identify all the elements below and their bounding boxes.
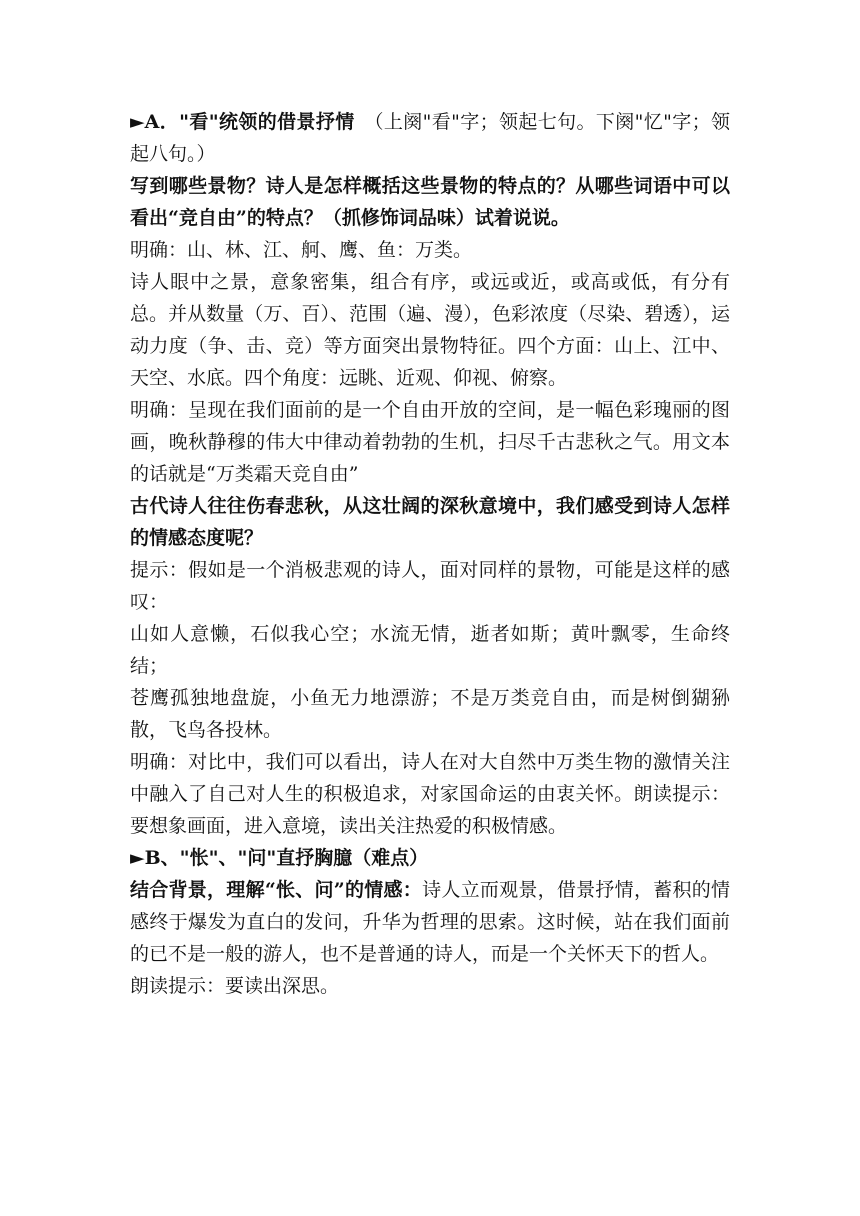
document-page xyxy=(130,106,730,1002)
example-line-1: 山如人意懒，石似我心空；水流无情，逝者如斯；黄叶飘零，生命终结； xyxy=(130,623,730,677)
background-body: 诗人立而观景，借景抒情，蓄积的情感终于爆发为直白的发问，升华为哲理的思索。这时候，站在我们面前的已不是一般的游人，也不是普通的诗人，而是一个关怀天下的哲人。 xyxy=(130,879,730,965)
section-b-heading: ►B、"怅"、"问"直抒胸臆（难点） xyxy=(130,847,429,869)
example-line-2: 苍鹰孤独地盘旋，小鱼无力地漂游；不是万类竞自由，而是树倒猢狲散，飞鸟各投林。 xyxy=(130,687,730,741)
answer-contrast: 明确：对比中，我们可以看出，诗人在对大自然中万类生物的激情关注中融入了自己对人生的积极追求，对家国命运的由衷关怀。朗读提示：要想象画面，进入意境，读出关注热爱的积极情感。 xyxy=(130,751,730,837)
section-a-note: （上阕"看"字；领起七句。下阕"忆"字；领起八句。） xyxy=(130,111,730,165)
hint-pessimistic-poet: 提示：假如是一个消极悲观的诗人，面对同样的景物，可能是这样的感叹： xyxy=(130,559,730,613)
background-lead: 结合背景，理解“怅、问”的情感： xyxy=(130,879,423,901)
paragraph-background xyxy=(130,874,730,970)
section-a-heading: ►A．"看"统领的借景抒情 xyxy=(130,111,375,133)
question-scenery: 写到哪些景物？诗人是怎样概括这些景物的特点的？从哪些词语中可以看出“竞自由”的特点？（抓修饰词品味）试着说说。 xyxy=(130,175,730,229)
answer-free-space: 明确：呈现在我们面前的是一个自由开放的空间，是一幅色彩瑰丽的图画，晚秋静穆的伟大中律动着勃勃的生机，扫尽千古悲秋之气。用文本的话就是“万类霜天竞自由” xyxy=(130,399,730,485)
reading-tip: 朗读提示：要读出深思。 xyxy=(130,975,340,997)
answer-scenery-list: 明确：山、林、江、舸、鹰、鱼：万类。 xyxy=(130,239,473,261)
section-a-heading-line xyxy=(130,106,730,170)
question-emotion: 古代诗人往往伤春悲秋，从这壮阔的深秋意境中，我们感受到诗人怎样的情感态度呢？ xyxy=(130,495,730,549)
paragraph-scenery-analysis: 诗人眼中之景，意象密集，组合有序，或远或近，或高或低，有分有总。并从数量（万、百）、范围（遍、漫），色彩浓度（尽染、碧透），运动力度（争、击、竞）等方面突出景物特征。四个方面：山上、江中、天空、水底。四个角度：远眺、近观、仰视、俯察。 xyxy=(130,271,730,389)
